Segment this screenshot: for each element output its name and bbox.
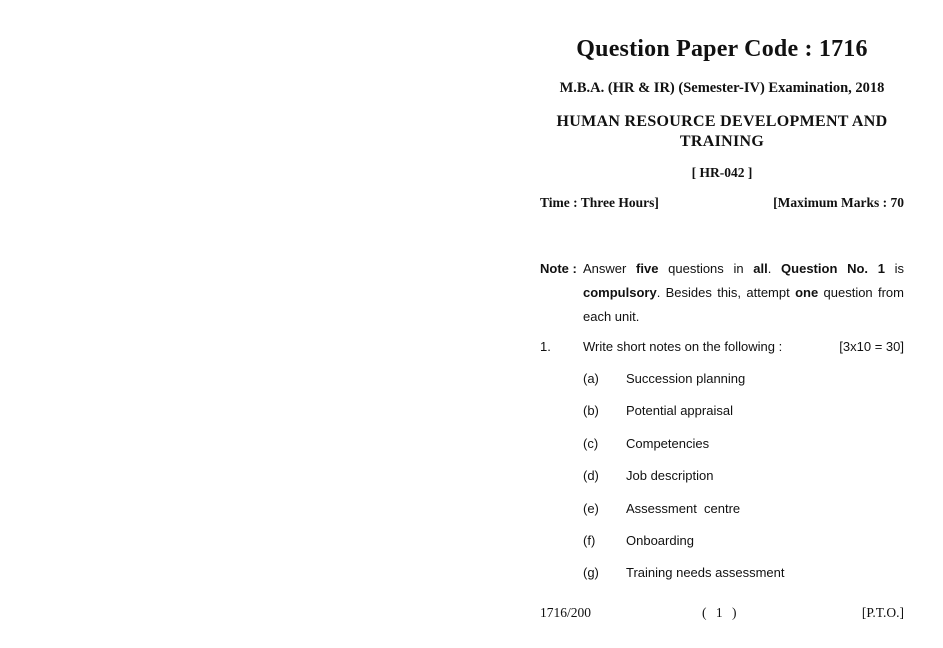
footer-paper-code: 1716/200 xyxy=(540,605,592,620)
note-emphasis: compulsory xyxy=(583,285,657,300)
question-marks: [3x10 = 30] xyxy=(839,339,904,354)
note-emphasis: all xyxy=(753,261,768,276)
subject-line-2: TRAINING xyxy=(679,133,765,150)
note-emphasis: Question No. 1 xyxy=(781,261,885,276)
subject-line-1: HUMAN RESOURCE DEVELOPMENT AND xyxy=(556,113,888,130)
sub-question-letter: (c) xyxy=(583,436,599,451)
sub-question-letter: (g) xyxy=(583,565,599,580)
sub-question-text: Potential appraisal xyxy=(626,403,733,418)
note-emphasis: one xyxy=(795,285,819,300)
sub-question-letter: (d) xyxy=(583,468,599,483)
question-text: Write short notes on the following : xyxy=(583,339,783,354)
exam-name: M.B.A. (HR & IR) (Semester-IV) Examination, 2018 xyxy=(559,80,885,96)
note-label: Note : xyxy=(540,261,577,276)
sub-question-letter: (f) xyxy=(583,533,596,548)
note-text-part: is xyxy=(884,261,904,276)
time-allowed: Time : Three Hours] xyxy=(540,195,659,210)
note-text-part: . xyxy=(767,261,782,276)
page-content xyxy=(540,0,904,648)
sub-question-text: Competencies xyxy=(626,436,710,451)
note-emphasis: five xyxy=(636,261,659,276)
sub-question-text: Succession planning xyxy=(626,371,746,386)
sub-question-text: Training needs assessment xyxy=(626,565,785,580)
note-text-part: . Besides this, attempt xyxy=(656,285,796,300)
subject-title xyxy=(540,112,904,152)
please-turn-over: [P.T.O.] xyxy=(861,605,904,620)
note-text xyxy=(583,257,904,329)
maximum-marks: [Maximum Marks : 70 xyxy=(773,195,904,210)
paper-code-title: Question Paper Code : 1716 xyxy=(576,36,868,62)
page-number: ( 1 ) xyxy=(702,605,740,620)
note-text-part: questions in xyxy=(658,261,754,276)
sub-question-text: Job description xyxy=(626,468,714,483)
sub-question-letter: (b) xyxy=(583,403,599,418)
instructions-note xyxy=(540,257,904,329)
sub-question-text: Onboarding xyxy=(626,533,694,548)
sub-question-letter: (a) xyxy=(583,371,599,386)
question-number: 1. xyxy=(540,339,551,354)
note-text-part: question from each unit. xyxy=(583,285,904,324)
sub-question-text: Assessment centre xyxy=(626,501,741,516)
course-code: [ HR-042 ] xyxy=(691,165,753,180)
note-text-part: Answer xyxy=(583,261,637,276)
sub-question-letter: (e) xyxy=(583,501,599,516)
